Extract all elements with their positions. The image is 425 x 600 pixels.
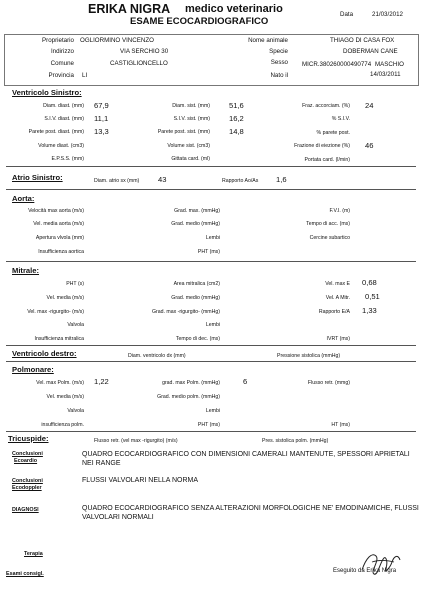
indirizzo-value: VIA SERCHIO 30 [120, 48, 169, 55]
specie-value: DOBERMAN CANE [343, 48, 398, 55]
vs-fraz-eiez-label: Frazione di eiezione (%) [294, 143, 350, 149]
microchip-value: MICR.380260000490774 [302, 61, 372, 68]
vs-siv-sist-label: S.I.V. sist. (mm) [173, 116, 210, 122]
divider [6, 261, 416, 262]
po-grad-max-label: grad. max Polm. (mmHg) [162, 380, 220, 386]
po-insuff-label: insufficienza polm. [41, 422, 84, 428]
concl-ecoardio-text-2: NEI RANGE [82, 460, 121, 467]
concl-ecoardio-label-1: Conclusioni [12, 451, 43, 457]
comune-label: Comune [50, 60, 74, 67]
vs-diam-sist-label: Diam. sist. (mm) [172, 103, 210, 109]
exam-title: ESAME ECOCARDIOGRAFICO [130, 16, 269, 27]
divider [6, 431, 416, 432]
diagnosi-text-1: QUADRO ECOCARDIOGRAFICO SENZA ALTERAZIONI MORFOLOGICHE NE' EMODINAMICHE, FLUSSI [82, 505, 419, 512]
vs-volume-sist-label: Volume sist. (cm3) [167, 143, 210, 149]
ao-fvi-label: F.V.I. (m) [329, 208, 350, 214]
vs-epss-label: E.P.S.S. (mm) [51, 156, 84, 162]
doctor-name: ERIKA NIGRA [88, 2, 171, 16]
mi-rapporto-label: Rapporto E/A [318, 309, 350, 315]
po-grad-max-value: 6 [243, 377, 248, 386]
section-aorta: Aorta: [12, 194, 35, 203]
mi-vel-media-label: Vel. media (m/s) [46, 295, 84, 301]
tr-pres-label: Pres. sistolica polm. (mmHg) [262, 438, 329, 444]
ao-apertura-label: Apertura vlvola (mm) [35, 235, 84, 241]
vs-siv-sist-value: 16,2 [229, 114, 244, 123]
mi-area-label: Area mitralica (cm2) [173, 281, 220, 287]
mi-ivrt-label: IVRT (ms) [326, 336, 350, 342]
ao-vel-media-label: Vel. media aorta (m/s) [33, 221, 84, 227]
concl-ecoardio-text-1: QUADRO ECOCARDIOGRAFICO CON DIMENSIONI CAMERALI MANTENUTE, SPESSORI APRIETALI [82, 451, 410, 458]
mi-vel-a-label: Vel. A Mitr. [325, 295, 350, 301]
vs-volume-diast-label: Volume diast. (cm3) [38, 143, 84, 149]
vs-pct-siv-label: % S.I.V. [331, 116, 350, 122]
as-diam-value: 43 [158, 175, 167, 184]
vd-diam-label: Diam. ventricolo dx (mm) [128, 353, 186, 359]
diagnosi-text-2: VALVOLARI NORMALI [82, 514, 154, 521]
nome-animale-value: THIAGO DI CASA FOX [330, 37, 395, 44]
as-diam-label: Diam. atrio sx (mm) [94, 178, 140, 184]
mi-vel-max-e-label: Vel. max E [325, 281, 350, 287]
ao-tempo-acc-label: Tempo di acc. (ms) [306, 221, 350, 227]
nato-label: Nato il [270, 72, 288, 79]
ao-insuff-label: Insufficienza aortica [38, 249, 84, 255]
ao-cercine-label: Cercine subartico [309, 235, 350, 241]
concl-ecoardio-label-2: Ecoardio [14, 458, 38, 464]
section-tricuspide: Tricuspide: [8, 434, 49, 443]
signature [358, 548, 406, 578]
vs-diam-diast-value: 67,9 [94, 101, 109, 110]
vs-gittata-label: Gittata card. (ml) [171, 156, 210, 162]
concl-ecodoppler-text: FLUSSI VALVOLARI NELLA NORMA [82, 477, 199, 484]
section-ventricolo-sinistro: Ventricolo Sinistro: [12, 88, 82, 97]
indirizzo-label: Indirizzo [50, 48, 74, 55]
proprietario-value: OGLIORMINO VINCENZO [80, 37, 154, 44]
vs-portata-label: Portata card. (l/min) [304, 157, 350, 163]
mi-tempo-dec-label: Tempo di dec. (ms) [175, 336, 220, 342]
profession: medico veterinario [185, 3, 283, 15]
vs-diam-sist-value: 51,6 [229, 101, 244, 110]
nato-value: 14/03/2011 [370, 71, 401, 78]
vs-parete-post-sist-label: Parete post. sist. (mm) [157, 129, 210, 135]
divider [6, 361, 416, 362]
vs-fraz-accorc-value: 24 [365, 101, 374, 110]
comune-value: CASTIGLIONCELLO [110, 60, 168, 67]
section-ventricolo-destro: Ventricolo destro: [12, 349, 77, 358]
vs-siv-diast-label: S.I.V. diast. (mm) [44, 116, 84, 122]
date-label: Data [340, 11, 354, 18]
vs-parete-post-diast-value: 13,3 [94, 127, 109, 136]
divider [6, 345, 416, 346]
section-polmonare: Polmonare: [12, 365, 54, 374]
mi-grad-max-rig-label: Grad. max -rigurgito- (mmHg) [151, 309, 220, 315]
mi-lembi-label: Lembi [205, 322, 220, 328]
provincia-value: LI [82, 72, 88, 79]
ao-grad-max-label: Grad. max. (mmHg) [174, 208, 220, 214]
mi-grad-medio-label: Grad. medio (mmHg) [171, 295, 220, 301]
terapia-label: Terapia [24, 551, 43, 557]
mi-vel-max-e-value: 0,68 [362, 278, 377, 287]
vs-siv-diast-value: 11,1 [94, 114, 109, 123]
diagnosi-label: DIAGNOSI [12, 507, 39, 513]
section-mitrale: Mitrale: [12, 266, 40, 275]
eseguito-label: Eseguito da Erika Nigra [333, 568, 397, 574]
divider [6, 189, 416, 190]
provincia-label: Provincia [48, 72, 74, 79]
nome-animale-label: Nome animale [248, 37, 288, 44]
specie-label: Specie [269, 48, 288, 55]
section-atrio-sinistro: Atrio Sinistro: [12, 173, 63, 182]
ao-lembi-label: Lembi [205, 235, 220, 241]
po-grad-medio-label: Grad. medio polm. (mmHg) [157, 394, 220, 400]
po-flusso-label: Flusso retr. (mmg) [307, 380, 350, 386]
po-lembi-label: Lembi [205, 408, 220, 414]
ao-pht-label: PHT (ms) [197, 249, 220, 255]
vs-pct-parete-label: % parete post. [316, 130, 350, 136]
mi-rapporto-value: 1,33 [362, 306, 377, 315]
ao-grad-medio-label: Grad. medio (mmHg) [171, 221, 220, 227]
vs-fraz-accorc-label: Fraz. accorciam. (%) [302, 103, 350, 109]
mi-vel-a-value: 0,51 [365, 292, 380, 301]
vd-pressione-label: Pressione sistolica (mmHg) [277, 353, 341, 359]
mi-valvola-label: Valvola [67, 322, 84, 328]
vs-diam-diast-label: Diam. diast. (mm) [43, 103, 84, 109]
sesso-label: Sesso [270, 59, 288, 66]
as-rapporto-value: 1,6 [276, 175, 287, 184]
mi-insuff-label: Insufficienza mitralica [34, 336, 84, 342]
ao-vel-max-label: Velocità max aorta (m/s) [28, 208, 84, 214]
mi-pht-label: PHT (s) [66, 281, 84, 287]
vs-fraz-eiez-value: 46 [365, 141, 374, 150]
proprietario-label: Proprietario [42, 37, 74, 44]
sesso-value: MASCHIO [375, 61, 404, 68]
po-vel-max-label: Vel. max Polm. (m/s) [36, 380, 84, 386]
concl-ecodoppler-label-2: Ecodoppler [12, 485, 42, 491]
esami-label: Esami consigl. [6, 571, 44, 577]
tr-flusso-label: Flusso retr. (vel max -rigurgito) (m/s) [94, 438, 178, 444]
concl-ecodoppler-label-1: Conclusioni [12, 478, 43, 484]
divider [6, 166, 416, 167]
po-valvola-label: Valvola [67, 408, 84, 414]
po-vel-max-value: 1,22 [94, 377, 109, 386]
date-value: 21/03/2012 [372, 11, 403, 18]
vs-parete-post-sist-value: 14,8 [229, 127, 244, 136]
mi-vel-max-rig-label: Vel. max -rigurgito- (m/s) [27, 309, 84, 315]
vs-parete-post-diast-label: Parete post. diast. (mm) [28, 129, 84, 135]
as-rapporto-label: Rapporto Ao/As [222, 178, 259, 184]
po-pht-label: PHT (ms) [197, 422, 220, 428]
po-ht-label: HT (ms) [331, 422, 350, 428]
po-vel-media-label: Vel. media (m/s) [46, 394, 84, 400]
